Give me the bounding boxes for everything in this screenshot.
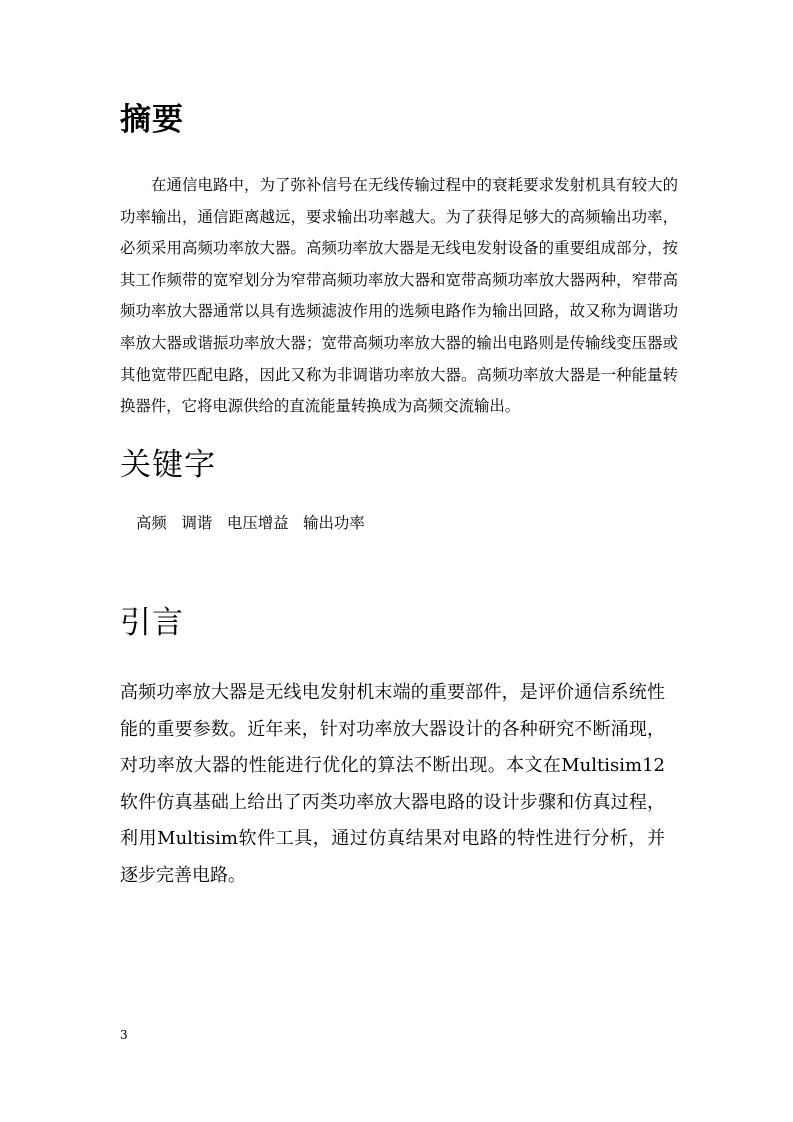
introduction-heading: 引言 <box>120 605 184 641</box>
keywords-list: 高频 调谐 电压增益 输出功率 <box>136 514 365 532</box>
page-number: 3 <box>120 1028 128 1042</box>
keywords-heading: 关键字 <box>120 447 216 483</box>
abstract-paragraph: 在通信电路中，为了弥补信号在无线传输过程中的衰耗要求发射机具有较大的功率输出，通信距离越远，要求输出功率越大。为了获得足够大的高频输出功率，必须采用高频功率放大器。高频功率放大器是无线电发射设备的重要组成部分，按其工作频带的宽窄划分为窄带高频功率放大器和宽带高频功率放大器两种，窄带高频功率放大器通常以具有选频滤波作用的选频电路作为输出回路，故又称为调谐功率放大器或谐振功率放大器；宽带高频功率放大器的输出电路则是传输线变压器或其他宽带匹配电路，因此又称为非调谐功率放大器。高频功率放大器是一种能量转换器件，它将电源供给的直流能量转换成为高频交流输出。 <box>120 176 678 416</box>
introduction-paragraph: 高频功率放大器是无线电发射机末端的重要部件，是评价通信系统性能的重要参数。近年来，针对功率放大器设计的各种研究不断涌现，对功率放大器的性能进行优化的算法不断出现。本文在Multisim12软件仿真基础上给出了丙类功率放大器电路的设计步骤和仿真过程，利用Multisim软件工具，通过仿真结果对电路的特性进行分析，并逐步完善电路。 <box>120 682 665 886</box>
abstract-heading: 摘要 <box>120 102 184 138</box>
